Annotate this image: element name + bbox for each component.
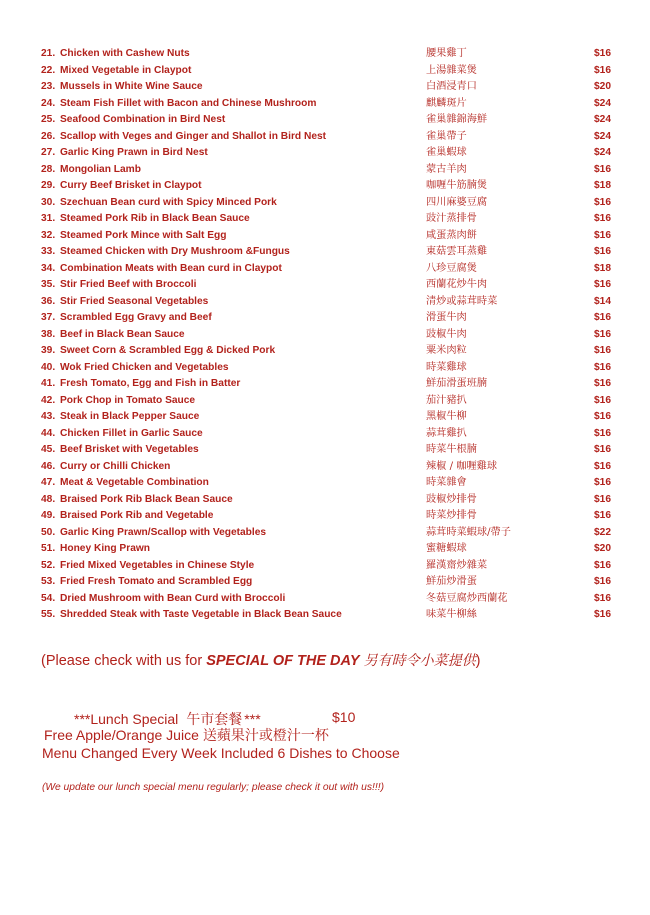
menu-item (41, 294, 611, 311)
menu-item (41, 327, 611, 344)
menu-item-number: 32. (41, 229, 56, 241)
menu-item-price: $16 (594, 444, 611, 455)
menu-item-price: $16 (594, 246, 611, 257)
menu-item-price: $16 (594, 48, 611, 59)
menu-item-chinese-name: 鮮茄炒滑蛋 (426, 576, 477, 587)
menu-item-price: $16 (594, 609, 611, 620)
menu-item-chinese-name: 咸蛋蒸肉餅 (426, 229, 477, 241)
menu-item-name: Meat & Vegetable Combination (60, 477, 209, 488)
menu-item-chinese-name: 豉椒炒排骨 (426, 493, 477, 505)
menu-item-chinese-name: 清炒或蒜茸時菜 (426, 295, 498, 307)
special-note-chinese: 另有時令小菜提供 (363, 653, 476, 669)
menu-item-chinese-name: 蒙古羊肉 (426, 163, 467, 175)
menu-item (41, 277, 611, 294)
menu-item-chinese-name: 雀巢蝦球 (426, 147, 467, 158)
menu-item-number: 26. (41, 130, 56, 142)
menu-item (41, 211, 611, 228)
menu-item-name: Braised Pork Rib Black Bean Sauce (60, 493, 233, 505)
menu-item-number: 22. (41, 64, 56, 76)
menu-item (41, 145, 611, 162)
menu-item (41, 63, 611, 80)
menu-item (41, 162, 611, 179)
menu-item-number: 48. (41, 493, 56, 505)
menu-item-number: 29. (41, 180, 56, 191)
menu-item (41, 541, 611, 558)
menu-item-price: $20 (594, 543, 611, 554)
menu-item-chinese-name: 辣椒 / 咖喱雞球 (426, 460, 498, 472)
menu-item-number: 37. (41, 312, 56, 323)
menu-item-name: Mixed Vegetable in Claypot (60, 64, 192, 76)
menu-item (41, 112, 611, 129)
menu-item-number: 21. (41, 48, 56, 59)
menu-item-price: $16 (594, 163, 611, 175)
menu-item-chinese-name: 上湯雜菜煲 (426, 64, 477, 76)
menu-item-number: 54. (41, 592, 56, 604)
menu-item-price: $24 (594, 114, 611, 125)
menu-item-name: Seafood Combination in Bird Nest (60, 114, 226, 125)
lunch-special-label: ***Lunch Special (74, 711, 179, 727)
menu-item-name: Shredded Steak with Taste Vegetable in Black Bean Sauce (60, 609, 342, 620)
menu-item (41, 360, 611, 377)
menu-item-number: 31. (41, 213, 56, 224)
menu-item-number: 51. (41, 543, 56, 554)
menu-item-price: $20 (594, 81, 611, 92)
menu-item-price: $16 (594, 576, 611, 587)
menu-list (41, 46, 611, 624)
menu-item (41, 310, 611, 327)
menu-item-price: $16 (594, 279, 611, 290)
menu-item-number: 24. (41, 97, 56, 109)
menu-item-number: 50. (41, 526, 56, 538)
menu-item-price: $16 (594, 394, 611, 406)
menu-item-price: $16 (594, 213, 611, 224)
menu-item-name: Steamed Pork Mince with Salt Egg (60, 229, 227, 241)
menu-item-price: $16 (594, 559, 611, 571)
menu-item-number: 43. (41, 411, 56, 422)
menu-item-number: 36. (41, 295, 56, 307)
menu-item (41, 475, 611, 492)
menu-item-name: Steak in Black Pepper Sauce (60, 411, 200, 422)
menu-item-chinese-name: 鮮茄滑蛋班腩 (426, 378, 488, 389)
menu-item-number: 28. (41, 163, 56, 175)
menu-item-number: 44. (41, 427, 56, 439)
lunch-special-price: $10 (332, 709, 356, 725)
menu-item-number: 40. (41, 361, 56, 373)
menu-item-number: 55. (41, 609, 56, 620)
menu-item-chinese-name: 味菜牛柳絲 (426, 609, 477, 620)
menu-item-chinese-name: 白酒浸青口 (426, 81, 477, 92)
menu-item-name: Pork Chop in Tomato Sauce (60, 394, 196, 406)
menu-item (41, 409, 611, 426)
menu-item-price: $16 (594, 427, 611, 439)
special-of-the-day-note (41, 650, 480, 670)
menu-item (41, 492, 611, 509)
menu-item (41, 442, 611, 459)
menu-item-number: 30. (41, 196, 56, 208)
menu-item-name: Fried Fresh Tomato and Scrambled Egg (60, 576, 253, 587)
menu-item-name: Sweet Corn & Scrambled Egg & Dicked Pork (60, 345, 276, 356)
menu-item-name: Chicken with Cashew Nuts (60, 48, 190, 59)
menu-item-price: $16 (594, 312, 611, 323)
menu-item-price: $16 (594, 592, 611, 604)
menu-item-chinese-name: 東菇雲耳蒸雞 (426, 246, 488, 257)
menu-item-price: $16 (594, 64, 611, 76)
menu-item-number: 38. (41, 328, 56, 340)
menu-item (41, 244, 611, 261)
menu-item-price: $16 (594, 477, 611, 488)
menu-item-chinese-name: 粟米肉粒 (426, 345, 467, 356)
menu-item-price: $16 (594, 411, 611, 422)
menu-item-number: 23. (41, 81, 56, 92)
menu-item-name: Stir Fried Seasonal Vegetables (60, 295, 209, 307)
menu-item-name: Scallop with Veges and Ginger and Shallot in Bird Nest (60, 130, 327, 142)
menu-item-price: $14 (594, 295, 611, 307)
menu-item-chinese-name: 咖喱牛筋腩煲 (426, 180, 488, 191)
menu-item-number: 42. (41, 394, 56, 406)
menu-item-name: Fresh Tomato, Egg and Fish in Batter (60, 378, 241, 389)
menu-item-number: 47. (41, 477, 56, 488)
menu-item (41, 607, 611, 624)
menu-item-name: Braised Pork Rib and Vegetable (60, 510, 214, 521)
menu-item (41, 508, 611, 525)
menu-item-name: Garlic King Prawn/Scallop with Vegetables (60, 526, 267, 538)
menu-item-name: Mongolian Lamb (60, 163, 141, 175)
special-note-suffix: ) (475, 653, 481, 669)
free-juice-chinese: 送蘋果汁或橙汁一杯 (202, 728, 329, 744)
lunch-special-chinese: 午市套餐 (186, 712, 243, 728)
menu-item (41, 46, 611, 63)
menu-item-chinese-name: 豉汁蒸排骨 (426, 213, 477, 224)
menu-item (41, 459, 611, 476)
menu-item-price: $16 (594, 345, 611, 356)
menu-item-name: Combination Meats with Bean curd in Claypot (60, 262, 282, 274)
menu-item-price: $16 (594, 493, 611, 505)
menu-item (41, 558, 611, 575)
menu-item-chinese-name: 時菜雜會 (426, 477, 467, 488)
menu-item-name: Scrambled Egg Gravy and Beef (60, 312, 212, 323)
menu-item (41, 228, 611, 245)
menu-item-number: 46. (41, 460, 56, 472)
menu-item-chinese-name: 西蘭花炒牛肉 (426, 279, 488, 290)
menu-item (41, 525, 611, 542)
lunch-special-stars: *** (244, 711, 261, 727)
menu-item-name: Chicken Fillet in Garlic Sauce (60, 427, 203, 439)
menu-item-price: $18 (594, 262, 611, 274)
menu-item-name: Fried Mixed Vegetables in Chinese Style (60, 559, 255, 571)
menu-item-chinese-name: 腰果雞丁 (426, 48, 467, 59)
menu-item-name: Stir Fried Beef with Broccoli (60, 279, 197, 290)
menu-item-price: $16 (594, 510, 611, 521)
menu-item-name: Garlic King Prawn in Bird Nest (60, 147, 208, 158)
lunch-menu-note: Menu Changed Every Week Included 6 Dishes to Choose (42, 745, 400, 761)
menu-item-name: Steamed Chicken with Dry Mushroom &Fungus (60, 246, 290, 257)
menu-item-name: Dried Mushroom with Bean Curd with Broccoli (60, 592, 286, 604)
menu-item-chinese-name: 麒麟斑片 (426, 97, 467, 109)
menu-item-price: $24 (594, 130, 611, 142)
menu-item-number: 39. (41, 345, 56, 356)
free-juice-label: Free Apple/Orange Juice (44, 727, 199, 743)
menu-item-chinese-name: 時菜牛根腩 (426, 444, 477, 455)
menu-item-name: Honey King Prawn (60, 543, 151, 554)
menu-item-name: Steamed Pork Rib in Black Bean Sauce (60, 213, 250, 224)
menu-item-price: $16 (594, 328, 611, 340)
lunch-update-note: (We update our lunch special menu regularly; please check it out with us!!!) (42, 782, 385, 793)
menu-item (41, 178, 611, 195)
menu-item-price: $16 (594, 460, 611, 472)
menu-item-price: $24 (594, 147, 611, 158)
menu-item-chinese-name: 滑蛋牛肉 (426, 312, 467, 323)
menu-item (41, 426, 611, 443)
menu-item-name: Beef in Black Bean Sauce (60, 328, 185, 340)
menu-item-chinese-name: 時菜雞球 (426, 361, 467, 373)
menu-item-chinese-name: 冬菇豆腐炒西蘭花 (426, 592, 508, 604)
menu-item-name: Beef Brisket with Vegetables (60, 444, 199, 455)
menu-item-name: Curry Beef Brisket in Claypot (60, 180, 202, 191)
menu-item-chinese-name: 蒜茸雞扒 (426, 427, 467, 439)
menu-item-chinese-name: 四川麻婆豆腐 (426, 196, 488, 208)
menu-item (41, 261, 611, 278)
menu-item-chinese-name: 蒜茸時菜蝦球/帶子 (426, 526, 511, 538)
menu-item-chinese-name: 八珍豆腐煲 (426, 262, 477, 274)
menu-item-chinese-name: 黑椒牛柳 (426, 411, 467, 422)
menu-item-number: 53. (41, 576, 56, 587)
menu-item-price: $16 (594, 229, 611, 241)
menu-item-chinese-name: 茄汁豬扒 (426, 394, 467, 406)
menu-item-name: Curry or Chilli Chicken (60, 460, 171, 472)
menu-item-number: 52. (41, 559, 56, 571)
menu-item-name: Wok Fried Chicken and Vegetables (60, 361, 229, 373)
menu-item-name: Szechuan Bean curd with Spicy Minced Pork (60, 196, 277, 208)
menu-item-number: 27. (41, 147, 56, 158)
lunch-free-juice (44, 725, 329, 745)
menu-item-price: $18 (594, 180, 611, 191)
menu-item-price: $16 (594, 361, 611, 373)
menu-item-number: 34. (41, 262, 56, 274)
menu-item-number: 25. (41, 114, 56, 125)
menu-item-chinese-name: 蜜糖蝦球 (426, 543, 467, 554)
menu-item-name: Mussels in White Wine Sauce (60, 81, 203, 92)
menu-item-number: 33. (41, 246, 56, 257)
menu-item-price: $24 (594, 97, 611, 109)
menu-item-price: $16 (594, 378, 611, 389)
menu-item (41, 574, 611, 591)
special-note-prefix: (Please check with us for (41, 653, 207, 669)
menu-item-price: $22 (594, 526, 611, 538)
menu-item (41, 79, 611, 96)
menu-item (41, 591, 611, 608)
menu-item-chinese-name: 羅漢齋炒雜菜 (426, 559, 488, 571)
menu-item (41, 96, 611, 113)
menu-item-chinese-name: 豉椒牛肉 (426, 328, 467, 340)
menu-item-number: 41. (41, 378, 56, 389)
menu-item-number: 35. (41, 279, 56, 290)
menu-item (41, 376, 611, 393)
menu-item-chinese-name: 雀巢帶子 (426, 130, 467, 142)
special-of-the-day-label: SPECIAL OF THE DAY (206, 653, 360, 669)
menu-item-name: Steam Fish Fillet with Bacon and Chinese Mushroom (60, 97, 317, 109)
menu-item (41, 343, 611, 360)
menu-item-chinese-name: 時菜炒排骨 (426, 510, 477, 521)
menu-item (41, 393, 611, 410)
menu-item-number: 49. (41, 510, 56, 521)
menu-item (41, 195, 611, 212)
menu-item-number: 45. (41, 444, 56, 455)
menu-item-price: $16 (594, 196, 611, 208)
menu-item (41, 129, 611, 146)
menu-item-chinese-name: 雀巢雜錦海鮮 (426, 114, 488, 125)
